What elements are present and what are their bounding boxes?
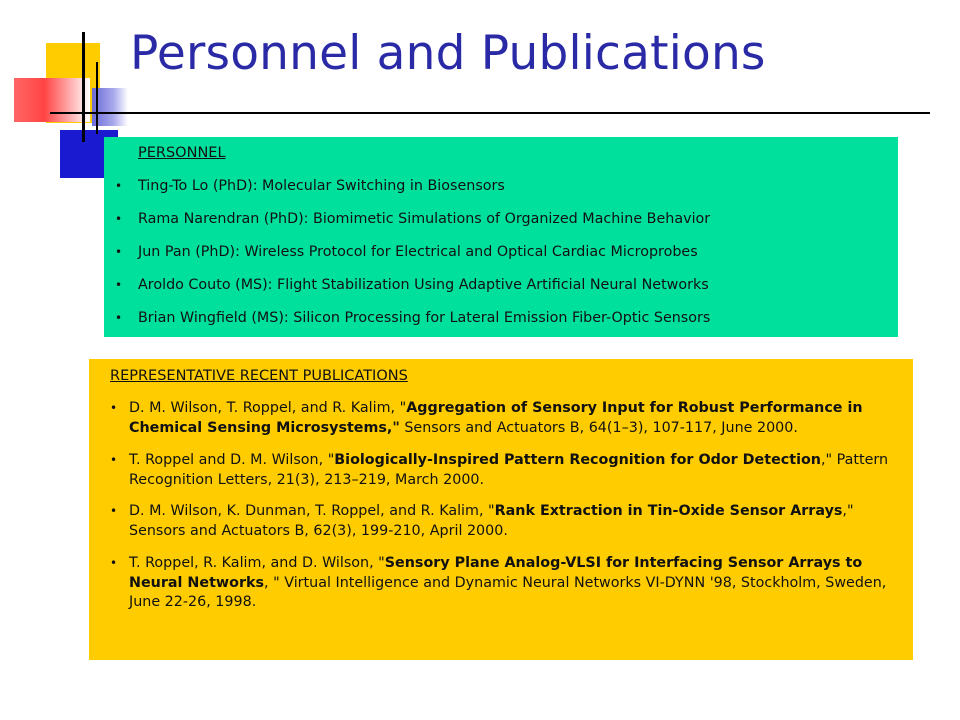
- publication-source: , " Virtual Intelligence and Dynamic Neural Networks VI-DYNN '98, Stockholm, Sweden, June 22-26, 1998.: [129, 574, 887, 610]
- publication-authors: D. M. Wilson, K. Dunman, T. Roppel, and R. Kalim, ": [129, 503, 495, 519]
- publication-authors: T. Roppel, R. Kalim, and D. Wilson, ": [129, 555, 385, 571]
- publication-title: Biologically-Inspired Pattern Recognition for Odor Detection: [334, 452, 821, 468]
- publication-authors: D. M. Wilson, T. Roppel, and R. Kalim, ": [129, 400, 407, 416]
- publication-item: [110, 502, 900, 541]
- publications-heading: REPRESENTATIVE RECENT PUBLICATIONS: [110, 368, 408, 384]
- decorative-red-square: [14, 78, 90, 122]
- publication-title: Rank Extraction in Tin-Oxide Sensor Arrays: [494, 503, 843, 519]
- publications-panel: [89, 359, 913, 660]
- publication-title: Sensory Plane Analog-VLSI for Interfacing Sensor Arrays to Neural Networks: [129, 555, 863, 591]
- personnel-item: • Rama Narendran (PhD): Biomimetic Simulations of Organized Machine Behavior: [115, 210, 895, 243]
- publication-item: [110, 554, 900, 613]
- publication-title: Aggregation of Sensory Input for Robust Performance in Chemical Sensing Microsystems,": [129, 400, 863, 436]
- personnel-item: • Aroldo Couto (MS): Flight Stabilization Using Adaptive Artificial Neural Networks: [115, 276, 895, 309]
- publication-item: [110, 399, 900, 438]
- publications-list: [110, 399, 900, 626]
- personnel-item: • Ting-To Lo (PhD): Molecular Switching in Biosensors: [115, 177, 895, 210]
- publication-item: [110, 451, 900, 490]
- decorative-vertical-line-short: [96, 62, 98, 134]
- decorative-vertical-line: [82, 32, 85, 142]
- publication-source: ," Pattern Recognition Letters, 21(3), 213–219, March 2000.: [129, 452, 889, 488]
- publication-source: ," Sensors and Actuators B, 62(3), 199-210, April 2000.: [129, 503, 854, 539]
- personnel-item: • Brian Wingfield (MS): Silicon Processing for Lateral Emission Fiber-Optic Sensors: [115, 309, 895, 342]
- publication-authors: T. Roppel and D. M. Wilson, ": [129, 452, 335, 468]
- personnel-panel: [104, 137, 898, 337]
- slide-title: Personnel and Publications: [130, 26, 766, 81]
- title-underline-rule: [50, 112, 930, 114]
- personnel-list: [115, 177, 895, 342]
- personnel-heading: PERSONNEL: [138, 145, 226, 161]
- publication-source: Sensors and Actuators B, 64(1–3), 107-117, June 2000.: [399, 419, 798, 436]
- personnel-item: • Jun Pan (PhD): Wireless Protocol for Electrical and Optical Cardiac Microprobes: [115, 243, 895, 276]
